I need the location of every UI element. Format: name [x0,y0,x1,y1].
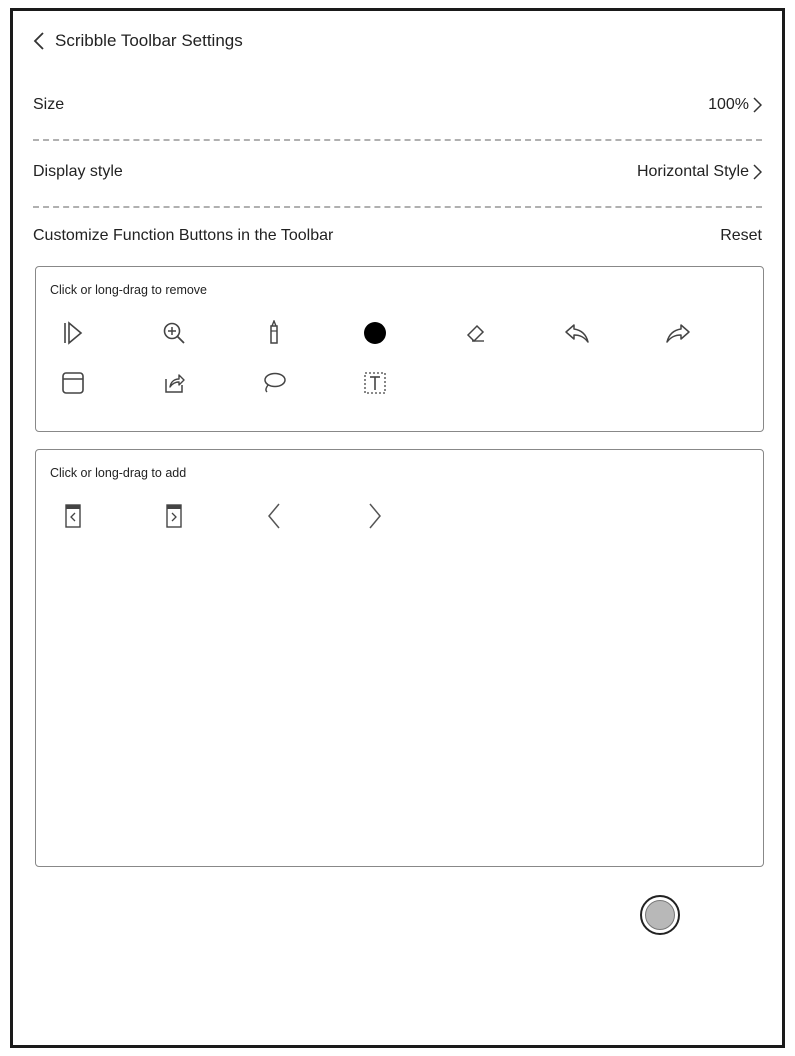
add-hint: Click or long-drag to add [50,466,187,480]
display-style-value-text: Horizontal Style [636,163,749,180]
color-dot-icon[interactable] [360,318,390,348]
size-row[interactable] [33,96,762,114]
device-screen [10,8,785,1048]
chevron-left-icon [33,31,45,51]
page-title: Scribble Toolbar Settings [55,31,243,50]
play-forward-icon[interactable] [58,318,88,348]
home-circle-inner [645,900,675,930]
reset-button[interactable]: Reset [720,227,762,244]
next-page-icon[interactable] [159,501,189,531]
size-label: Size [33,96,65,113]
redo-icon[interactable] [663,318,693,348]
previous-page-icon[interactable] [58,501,88,531]
remove-hint: Click or long-drag to remove [50,283,208,297]
lasso-icon[interactable] [259,368,289,398]
back-button[interactable] [33,31,45,51]
text-box-icon[interactable] [360,368,390,398]
share-icon[interactable] [159,368,189,398]
home-circle-icon[interactable] [640,895,680,935]
eraser-icon[interactable] [461,318,491,348]
divider [33,139,762,141]
display-style-row[interactable] [33,163,762,181]
display-style-value[interactable] [637,163,762,181]
chevron-right-icon[interactable] [360,501,390,531]
zoom-in-icon[interactable] [159,318,189,348]
toolbar-buttons-panel [35,266,764,432]
customize-row [33,227,762,245]
chevron-left-icon[interactable] [259,501,289,531]
divider [33,206,762,208]
pen-icon[interactable] [259,318,289,348]
available-buttons-panel [35,449,764,867]
size-value-text: 100% [708,96,749,113]
undo-icon[interactable] [562,318,592,348]
display-style-label: Display style [33,163,123,180]
chevron-right-icon [753,164,762,180]
customize-label: Customize Function Buttons in the Toolbar [33,227,334,244]
size-value[interactable] [708,96,762,114]
save-icon[interactable] [58,368,88,398]
chevron-right-icon [753,97,762,113]
header [33,31,243,51]
